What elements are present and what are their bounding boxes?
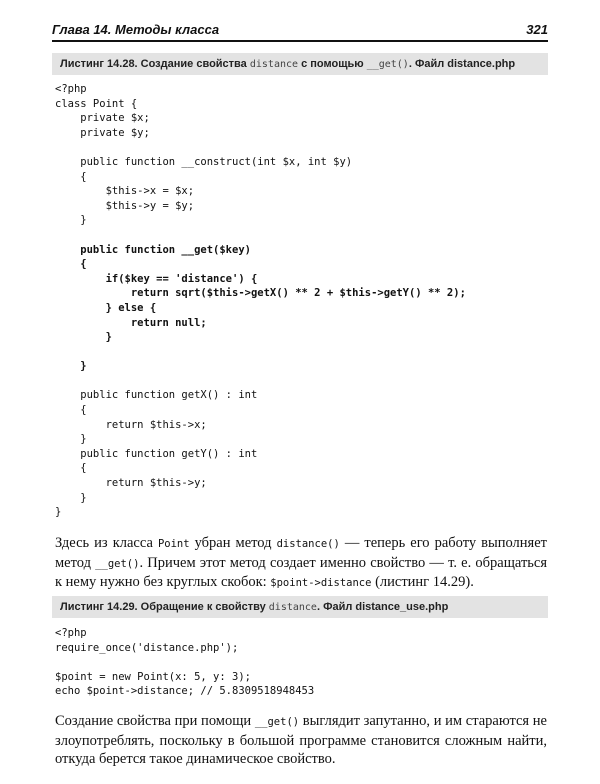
page-header <box>52 20 548 42</box>
paragraph-text: — теперь его работу выполняет метод <box>55 535 547 571</box>
listing-caption <box>52 53 548 75</box>
code-line <box>55 140 466 155</box>
code-line: return sqrt($this->getX() ** 2 + $this->getY() ** 2); <box>55 287 466 300</box>
inline-code: __get() <box>95 557 140 570</box>
code-line: private $x; <box>55 112 150 125</box>
paragraph-text: убран метод <box>189 535 277 551</box>
code-line: require_once('distance.php'); <box>55 641 239 654</box>
caption-text: Листинг 14.29. Обращение к свойству <box>60 601 269 613</box>
code-line: { <box>55 462 87 475</box>
code-line: } <box>55 360 87 373</box>
inline-code: Point <box>157 538 190 550</box>
code-listing <box>55 626 314 699</box>
listing-caption <box>52 596 548 618</box>
code-line: { <box>55 404 87 417</box>
caption-code: __get() <box>366 59 409 70</box>
caption-text: . Файл distance_use.php <box>316 601 449 613</box>
code-line: return $this->x; <box>55 418 207 431</box>
caption-text: с помощью <box>298 58 367 70</box>
code-line: class Point { <box>55 97 138 110</box>
code-listing <box>55 82 466 520</box>
chapter-title: Глава 14. Методы класса <box>52 22 220 37</box>
code-line <box>55 345 466 360</box>
code-line: return null; <box>55 316 207 329</box>
inline-code: $point->distance <box>270 577 372 589</box>
code-line: } else { <box>55 301 157 314</box>
code-line: public function __construct(int $x, int $y) <box>55 155 353 168</box>
code-line: } <box>55 331 112 344</box>
code-line: { <box>55 170 87 183</box>
code-line: public function getY() : int <box>55 447 258 460</box>
body-paragraph <box>55 712 547 769</box>
code-line: private $y; <box>55 126 150 139</box>
paragraph-text: выглядит запутанно, и им стараются не злоупотреблять, поскольку в большой программе становится сложным найти, откуда берется такое динамическое свойство. <box>55 713 547 767</box>
code-line: echo $point->distance; // 5.8309518948453 <box>55 685 315 698</box>
code-line: public function getX() : int <box>55 389 258 402</box>
code-line: $this->x = $x; <box>55 185 195 198</box>
inline-code: distance() <box>276 538 340 550</box>
caption-code: distance <box>268 602 317 613</box>
code-line: } <box>55 214 87 227</box>
caption-text: Листинг 14.28. Создание свойства <box>60 58 250 70</box>
code-line: return $this->y; <box>55 477 207 490</box>
paragraph-text: Здесь из класса <box>55 535 158 551</box>
code-line: { <box>55 258 87 271</box>
code-line: } <box>55 433 87 446</box>
code-line: if($key == 'distance') { <box>55 272 258 285</box>
code-line <box>55 228 466 243</box>
caption-text: . Файл distance.php <box>408 58 516 70</box>
paragraph-text: . Причем этот метод создает именно свойство — т. е. обращаться к нему нужно без круглых скобок: <box>55 554 548 590</box>
code-line <box>55 655 314 670</box>
page-number: 321 <box>526 22 548 37</box>
paragraph-text: Создание свойства при помощи <box>55 713 255 729</box>
code-line <box>55 374 466 389</box>
code-line: <?php <box>55 83 87 95</box>
code-line: $this->y = $y; <box>55 199 195 212</box>
code-line: <?php <box>55 627 87 639</box>
paragraph-text: (листинг 14.29). <box>371 574 474 590</box>
caption-code: distance <box>249 59 299 70</box>
code-line: $point = new Point(x: 5, y: 3); <box>55 670 251 683</box>
inline-code: __get() <box>254 716 300 728</box>
code-line: public function __get($key) <box>55 243 251 256</box>
code-line: } <box>55 506 62 519</box>
body-paragraph <box>55 534 547 593</box>
code-line: } <box>55 491 87 504</box>
